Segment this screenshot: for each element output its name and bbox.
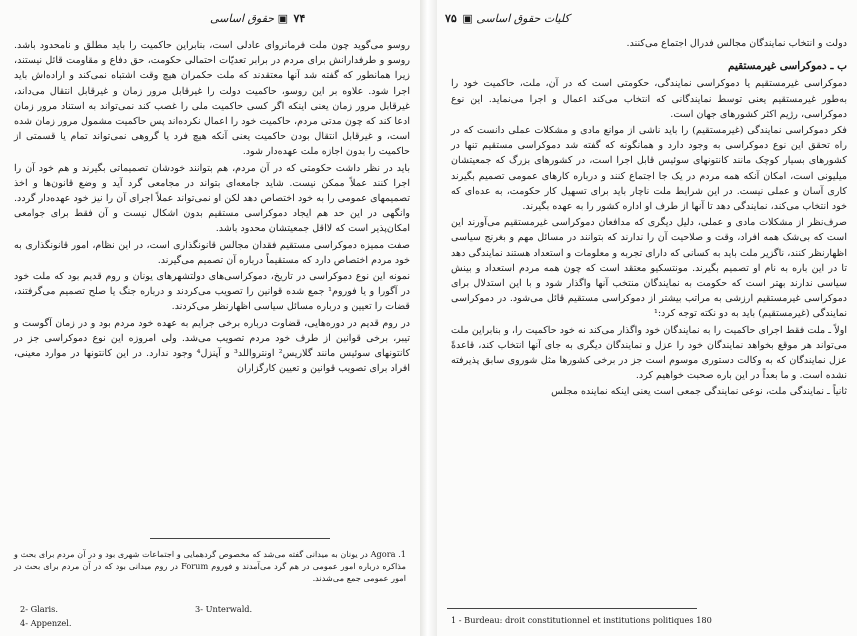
paragraph: دموکراسی غیرمستقیم یا دموکراسی نمایندگی، حکومتی است که در آن، ملت، حاکمیت خود را به‌طور غیرمستقیم یعنی توسط نمایندگانی که انتخاب می‌کند اعمال و اجرا می‌نماید. این نوع دموکراسی، رژیم اکثر کشورهای جهان است. [451,78,847,120]
paragraph: ثانیاً ـ نمایندگی ملت، نوعی نمایندگی جمعی است یعنی اینکه نماینده مجلس [551,386,847,398]
page-header [210,12,307,25]
footnote-divider [150,538,330,539]
page-number: ۷۵ [445,12,457,25]
running-title: کلیات حقوق اساسی [476,12,570,25]
running-title: حقوق اساسی [210,12,275,25]
book-gutter [420,0,437,636]
page-number: ۷۴ [293,12,306,25]
book-marker-icon: ▣ [277,12,288,25]
right-page [437,0,857,636]
paragraph: باید در نظر داشت حکومتی که در آن مردم، هم بتوانند خودشان تصمیماتی بگیرند و هم خود آن را اجرا کنند عملاً ممکن نیست. شاید جامعه‌ای بتواند در مجامعی گرد آید و وضع قانون‌ها و اخذ تصمیمهای عمومی را به خود اختصاص دهد لکن او نمی‌تواند عملاً اجرای آن را نیز خود عهده‌دار گردد. وانگهی در این حد هم ایجاد دموکراسی مستقیم بدون اشکال نیست و آن فقط برای جوامعی امکان‌پذیر است که لااقل جمعیتشان محدود باشد. [14,162,410,235]
footnote: 4- Appenzel. [20,618,72,628]
paragraph: در روم قدیم در دوره‌هایی، قضاوت درباره برخی جرایم به عهده خود مردم بود و در زمان آگوست و تیبر، برخی قوانین از طرف خود مردم تصویب می‌شد. ولی امروزه این نوع دموکراسی جز در کانتونهای سوئیس مانند گلاریس² اونترواللد³ و آپنزل⁴ وجود ندارد. در این کانتونها در موارد معینی، افراد برای تصویب قوانین و تعیین کارگزاران [14,317,411,375]
right-body-text [451,36,847,401]
footnote: 3- Unterwald. [195,604,253,614]
page-header [443,12,570,25]
section-heading: ب ـ دموکراسی غیرمستقیم [728,60,847,73]
paragraph: فکر دموکراسی نمایندگی (غیرمستقیم) را باید ناشی از موانع مادی و مشکلات عملی دانست که در راه تحقق این نوع دموکراسی به وجود دارد و همانگونه که گفته شد دموکراسی مستقیم تنها در کشورهای بسیار کوچک مانند کانتونهای سوئیس قابل اجرا است، در کشورهای بزرگ که جمعیتشان میلیونی است، امکان آنکه همه مردم در یک جا اجتماع کنند و درباره کارهای عمومی تصمیم بگیرند کاری آسان و عملی نیست. در این شرایط ملت ناچار باید برای تسهیل کار حکومت، به عده‌ای که خود انتخاب می‌کند، نمایندگی دهد تا آنها از طرف او اداره کشور را به عهده بگیرند. [451,125,847,213]
footnote: 1 - Burdeau: droit constitutionnel et institutions politiques 180 [451,615,712,625]
paragraph: نمونه این نوع دموکراسی در تاریخ، دموکراسی‌های دولتشهرهای یونان و روم قدیم بود که ملت خود در آگورا و یا فوروم¹ جمع شده قوانین را تصویب می‌کردند و درباره جنگ یا صلح تصمیم می‌گرفتند، قضات را تعیین و درباره مسائل سیاسی اظهارنظر می‌کردند. [14,271,410,313]
book-marker-icon: ▣ [462,12,473,25]
paragraph: اولاً ـ ملت فقط اجرای حاکمیت را به نمایندگان خود واگذار می‌کند نه خود حاکمیت را، و بنابراین ملت می‌تواند هر موقع بخواهد نمایندگان خود را عزل و نمایندگان دیگری به جای آنها انتخاب کند، قاعدةً عزل نمایندگان که به وکالت دستوری موسوم است جز در برخی کشورها مثل شوروی سابق پذیرفته نشده است. و ما بعداً در این باره صحبت خواهیم کرد. [451,324,847,382]
left-body-text [14,38,410,377]
paragraph: دولت و انتخاب نمایندگان مجالس فدرال اجتماع می‌کنند. [626,38,847,49]
footnote-divider [447,608,697,609]
paragraph: روسو می‌گوید چون ملت فرمانروای عادلی است، بنابراین حاکمیت را باید مطلق و نامحدود باشد. روسو و طرفدارانش برای مردم در برابر تعدیّات احتمالی حکومت، حق دفاع و مقاومت قائل نیستند، زیرا همانطور که گفته شد آنها معتقدند که ملت حکمران هیچ وقت اشتباه نمی‌کند و اراده‌اش باید اجرا شود. علاوه بر این روسو، حاکمیت دولت را غیرقابل مرور زمان و غیرقابل انتقال می‌داند، غیرقابل مرور زمان یعنی اینکه اگر کسی حاکمیت ملی را غصب کند نمی‌تواند به استناد مرور زمان ادعا کند که چون مدتی مردم، حاکمیت خود را اعمال نکرده‌اند پس حاکمیت مشمول مرور زمان شده است، و غیرقابل انتقال بودن حاکمیت یعنی آنکه هیچ فرد یا گروهی نمی‌تواند تمام یا قسمتی از حاکمیت را بدون اجازه ملت عهده‌دار شود. [14,40,410,158]
left-page [0,0,420,636]
paragraph: صرف‌نظر از مشکلات مادی و عملی، دلیل دیگری که مدافعان دموکراسی غیرمستقیم می‌آورند این است که بی‌شک همه افراد، وقت و صلاحیت آن را ندارند که بتوانند در مسائل مهم و بغرنج سیاسی اظهارنظر کنند، ناگزیر ملت باید به کسانی که دارای تجربه و معلومات و استعداد هستند نمایندگی دهد تا در این باره به نام او تصمیم بگیرند. مونتسکیو معتقد است که چون همه مردم استعداد و بینش سیاسی ندارند بهتر است که حکومت به نمایندگان منتخب آنها واگذار شود و با این استدلال برای دموکراسی غیرمستقیم ارزشی به مراتب بیشتر از دموکراسی مستقیم قائل می‌شود. در دموکراسی نمایندگی (غیرمستقیم) باید به دو نکته توجه کرد:¹ [451,217,847,320]
footnote: 1. Agora در یونان به میدانی گفته می‌شد که مخصوص گردهمایی و اجتماعات شهری بود و در آن مردم برای بحث و مذاکره درباره امور عمومی در هم گرد می‌آمدند و فوروم Forum در روم میدانی بود که در آن مردم برای بحث در امور عمومی جمع می‌شدند. [14,549,406,583]
paragraph: صفت ممیزه دموکراسی مستقیم فقدان مجالس قانونگذاری است، در این نظام، امور قانونگذاری به خود مردم اختصاص دارد که مستقیماً درباره آن تصمیم می‌گیرند. [14,239,410,266]
footnote: 2- Glaris. [20,604,58,614]
